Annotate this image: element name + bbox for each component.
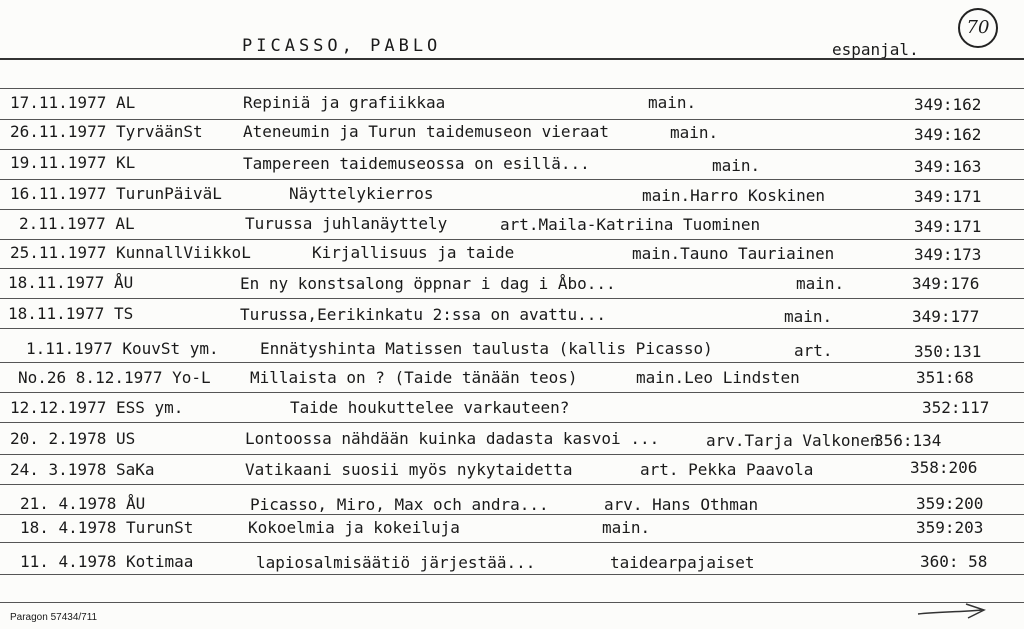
entry-title: Lontoossa nähdään kuinka dadasta kasvoi ...: [245, 429, 660, 448]
printer-mark: Paragon 57434/711: [10, 612, 98, 623]
entry-date: 18.11.1977 TS: [8, 304, 134, 323]
entry-ref: 352:117: [922, 398, 990, 417]
entry-date: 16.11.1977 TurunPäiväL: [10, 184, 222, 203]
entry-note: main.: [648, 93, 697, 112]
entry-ref: 349:162: [914, 125, 982, 144]
entry-title: Taide houkuttelee varkauteen?: [290, 398, 570, 417]
entry-date: 25.11.1977 KunnallViikkoL: [10, 243, 251, 262]
row-rule: [0, 328, 1024, 329]
entry-title: Picasso, Miro, Max och andra...: [250, 495, 549, 514]
entry-note: main.Tauno Tauriainen: [632, 244, 835, 263]
entry-ref: 349:173: [914, 245, 982, 264]
entry-date: 11. 4.1978 Kotimaa: [20, 552, 194, 571]
entry-note: main.: [670, 123, 719, 142]
entry-title: Turussa juhlanäyttely: [245, 214, 448, 233]
entry-ref: 359:203: [916, 518, 984, 537]
header-rule: [0, 58, 1024, 60]
entry-ref: 349:171: [914, 187, 982, 206]
row-rule: [0, 298, 1024, 299]
entry-date: 18. 4.1978 TurunSt: [20, 518, 194, 537]
entry-title: Vatikaani suosii myös nykytaidetta: [245, 460, 573, 479]
row-rule: [0, 484, 1024, 485]
entry-title: Turussa,Eerikinkatu 2:ssa on avattu...: [240, 305, 607, 324]
row-rule: [0, 602, 1024, 603]
entry-ref: 351:68: [916, 368, 974, 387]
row-rule: [0, 574, 1024, 575]
entry-ref: 349:177: [912, 307, 980, 326]
entry-note: arv. Hans Othman: [604, 495, 759, 514]
entry-note: main.: [784, 307, 833, 326]
row-rule: [0, 268, 1024, 269]
entry-ref: 360: 58: [920, 552, 988, 571]
row-rule: [0, 179, 1024, 180]
entry-title: Repiniä ja grafiikkaa: [243, 93, 446, 112]
entry-ref: 349:176: [912, 274, 980, 293]
entry-note: main.Leo Lindsten: [636, 368, 800, 387]
row-rule: [0, 454, 1024, 455]
entry-date: 21. 4.1978 ÅU: [20, 494, 146, 513]
entry-date: 19.11.1977 KL: [10, 153, 136, 172]
entry-note: art.Maila-Katriina Tuominen: [500, 215, 761, 234]
entry-ref: 349:171: [914, 217, 982, 236]
entry-ref: 356:134: [874, 431, 942, 450]
entry-date: 17.11.1977 AL: [10, 93, 136, 112]
row-rule: [0, 362, 1024, 363]
row-rule: [0, 209, 1024, 210]
entry-title: En ny konstsalong öppnar i dag i Åbo...: [240, 274, 616, 293]
entry-date: 24. 3.1978 SaKa: [10, 460, 155, 479]
row-rule: [0, 422, 1024, 423]
entry-date: No.26 8.12.1977 Yo-L: [18, 368, 211, 387]
row-rule: [0, 149, 1024, 150]
entry-ref: 349:163: [914, 157, 982, 176]
entry-ref: 350:131: [914, 342, 982, 361]
nationality-label: espanjal.: [832, 40, 919, 59]
entry-note: main.: [796, 274, 845, 293]
entry-title: Tampereen taidemuseossa on esillä...: [243, 154, 590, 173]
row-rule: [0, 119, 1024, 120]
entry-note: main.: [602, 518, 651, 537]
entry-note: taidearpajaiset: [610, 553, 755, 572]
entry-title: Ateneumin ja Turun taidemuseon vieraat: [243, 122, 610, 141]
entry-note: arv.Tarja Valkonen: [706, 431, 880, 450]
entry-note: main.Harro Koskinen: [642, 186, 826, 205]
card-title: PICASSO, PABLO: [242, 36, 442, 56]
continue-arrow-icon: [916, 600, 988, 622]
entry-ref: 359:200: [916, 494, 984, 513]
entry-date: 20. 2.1978 US: [10, 429, 136, 448]
row-rule: [0, 88, 1024, 89]
entry-date: 12.12.1977 ESS ym.: [10, 398, 184, 417]
entry-date: 18.11.1977 ÅU: [8, 273, 134, 292]
entry-ref: 358:206: [910, 458, 978, 477]
card-number-stamp: 70: [958, 8, 998, 48]
row-rule: [0, 542, 1024, 543]
row-rule: [0, 392, 1024, 393]
entry-title: Millaista on ? (Taide tänään teos): [250, 368, 578, 387]
entry-note: art.: [794, 341, 833, 360]
entry-title: Kirjallisuus ja taide: [312, 243, 515, 262]
entry-date: 26.11.1977 TyrväänSt: [10, 122, 203, 141]
entry-date: 2.11.1977 AL: [19, 214, 135, 233]
entry-title: Näyttelykierros: [289, 184, 434, 203]
entry-date: 1.11.1977 KouvSt ym.: [26, 339, 219, 358]
row-rule: [0, 239, 1024, 240]
entry-note: main.: [712, 156, 761, 175]
entry-title: Kokoelmia ja kokeiluja: [248, 518, 460, 537]
entry-ref: 349:162: [914, 95, 982, 114]
entry-note: art. Pekka Paavola: [640, 460, 814, 479]
entry-title: Ennätyshinta Matissen taulusta (kallis Picasso): [260, 339, 713, 358]
entry-title: lapiosalmisäätiö järjestää...: [256, 553, 536, 572]
row-rule: [0, 514, 1024, 515]
